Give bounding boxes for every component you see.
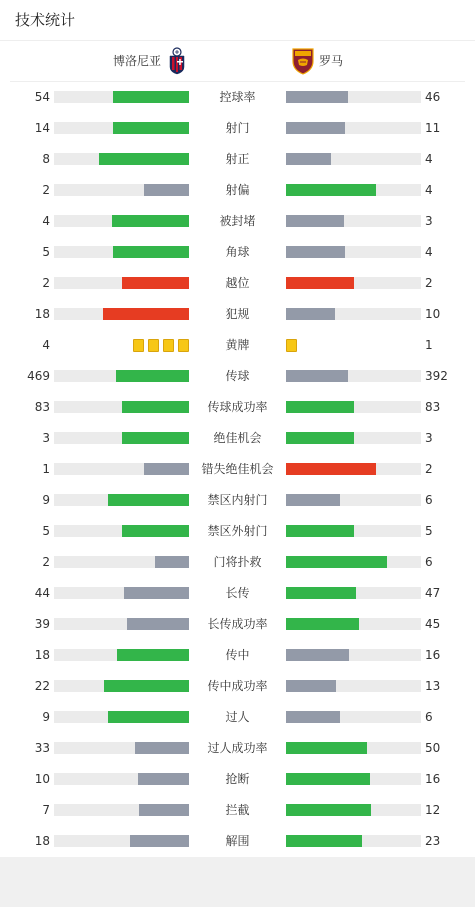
away-stat-bar [286,463,421,475]
home-stat-value: 9 [42,493,50,507]
stat-label: 错失绝佳机会 [201,462,274,476]
stat-label: 长传成功率 [207,617,268,631]
yellow-card-icon [286,339,297,352]
home-stat-bar [54,494,189,506]
home-stat-bar-fill [127,618,189,630]
away-stat-bar-fill [286,618,359,630]
stat-row [0,516,475,547]
home-stat-bar [54,711,189,723]
stat-label: 射偏 [225,183,250,197]
home-stat-bar [54,742,189,754]
home-stat-value: 18 [34,648,50,662]
home-stat-value: 18 [34,834,50,848]
stat-label: 长传 [225,586,250,600]
away-stat-bar [286,246,421,258]
home-stat-bar [54,184,189,196]
away-stat-value: 392 [425,369,448,383]
away-stat-bar [286,91,421,103]
away-stat-bar-fill [286,91,348,103]
away-stat-bar-fill [286,153,331,165]
away-stat-value: 83 [425,400,441,414]
away-stat-bar-fill [286,804,371,816]
away-stat-bar [286,804,421,816]
away-stat-bar-fill [286,525,354,537]
stat-row [0,206,475,237]
home-stat-bar-fill [144,463,189,475]
home-stat-bar-fill [138,773,189,785]
stat-row [0,175,475,206]
stat-row [0,113,475,144]
home-stat-bar-fill [108,711,189,723]
stat-row [0,423,475,454]
away-stat-bar-fill [286,370,348,382]
home-stat-value: 9 [42,710,50,724]
stat-label: 过人 [225,710,250,724]
stat-row [0,547,475,578]
away-stat-value: 46 [425,90,441,104]
home-stat-bar [54,587,189,599]
away-stat-bar [286,277,421,289]
home-stat-bar-fill [135,742,189,754]
stat-row [0,299,475,330]
stat-row [0,578,475,609]
home-stat-value: 5 [42,245,50,259]
home-stat-value: 18 [34,307,50,321]
away-stat-value: 6 [425,555,433,569]
away-stat-value: 6 [425,710,433,724]
home-stat-bar-fill [113,246,189,258]
stat-row [0,330,475,361]
home-stat-bar [54,680,189,692]
away-stat-value: 10 [425,307,441,321]
stat-label: 抢断 [225,772,250,786]
away-stat-bar [286,432,421,444]
stat-row [0,268,475,299]
stat-label: 传中 [225,648,250,662]
away-stat-value: 3 [425,431,433,445]
stat-label: 角球 [225,245,250,259]
stat-row [0,361,475,392]
home-stat-bar-fill [122,525,190,537]
home-stat-value: 8 [42,152,50,166]
home-stat-value: 22 [34,679,50,693]
away-stat-bar [286,153,421,165]
home-stat-bar-fill [104,680,189,692]
away-stat-bar-fill [286,649,349,661]
home-stat-bar [54,463,189,475]
home-stat-value: 5 [42,524,50,538]
stat-label: 被封堵 [219,214,256,228]
stat-label: 黄牌 [225,338,250,352]
home-stat-bar [54,649,189,661]
home-stat-bar-fill [103,308,189,320]
away-stat-value: 11 [425,121,441,135]
away-stat-value: 2 [425,462,433,476]
home-stat-bar [54,246,189,258]
stat-row [0,826,475,857]
away-stat-bar [286,587,421,599]
section-title: 技术统计 [15,11,76,29]
home-yellow-cards [133,339,189,352]
home-stat-bar [54,153,189,165]
home-stat-value: 39 [34,617,50,631]
home-stat-bar-fill [112,215,189,227]
home-stat-bar [54,556,189,568]
away-stat-value: 4 [425,152,433,166]
stat-label: 越位 [225,276,250,290]
home-stat-bar-fill [108,494,189,506]
home-stat-value: 54 [34,90,50,104]
home-stat-bar [54,835,189,847]
away-stat-bar [286,401,421,413]
stat-row [0,702,475,733]
stat-row [0,454,475,485]
stat-label: 射门 [225,121,250,135]
away-stat-bar [286,742,421,754]
home-stat-bar [54,308,189,320]
away-stat-bar [286,308,421,320]
home-stat-bar-fill [124,587,189,599]
away-stat-bar-fill [286,246,345,258]
stat-row [0,237,475,268]
away-stat-bar [286,711,421,723]
away-stat-value: 47 [425,586,441,600]
stat-label: 传中成功率 [207,679,268,693]
away-stat-value: 4 [425,245,433,259]
home-stat-value: 4 [42,214,50,228]
away-stat-bar-fill [286,587,356,599]
away-stat-bar-fill [286,463,376,475]
stat-row [0,764,475,795]
away-stat-value: 3 [425,214,433,228]
yellow-card-icon [148,339,159,352]
stat-row [0,671,475,702]
away-stat-bar-fill [286,711,340,723]
stat-row [0,609,475,640]
stat-label: 犯规 [225,307,250,321]
away-stat-bar-fill [286,494,340,506]
home-stat-bar [54,618,189,630]
home-stat-value: 1 [42,462,50,476]
stat-label: 解围 [225,834,250,848]
away-stat-bar-fill [286,432,354,444]
away-stat-bar-fill [286,556,387,568]
stats-list [0,82,475,857]
away-stat-bar-fill [286,308,335,320]
stat-label: 传球 [225,369,250,383]
away-stat-bar [286,618,421,630]
home-stat-value: 2 [42,276,50,290]
away-stat-bar [286,122,421,134]
home-stat-bar [54,122,189,134]
away-yellow-cards [286,339,297,352]
away-stat-value: 12 [425,803,441,817]
home-stat-bar-fill [144,184,189,196]
stat-row [0,82,475,113]
home-stat-value: 14 [34,121,50,135]
stat-label: 绝佳机会 [213,431,262,445]
away-stat-value: 5 [425,524,433,538]
home-stat-bar [54,277,189,289]
stat-row [0,640,475,671]
roma-crest-icon[interactable] [292,47,314,75]
stat-row [0,392,475,423]
home-stat-value: 44 [34,586,50,600]
home-stat-value: 4 [42,338,50,352]
home-stat-bar [54,370,189,382]
home-stat-value: 469 [27,369,50,383]
away-stat-bar-fill [286,401,354,413]
away-team-name[interactable]: 罗马 [319,54,344,68]
away-stat-value: 4 [425,183,433,197]
away-stat-bar-fill [286,835,362,847]
stat-label: 射正 [225,152,250,166]
away-stat-value: 1 [425,338,433,352]
stat-label: 禁区内射门 [207,493,268,507]
away-stat-bar-fill [286,680,336,692]
away-stat-bar [286,556,421,568]
away-stat-bar [286,835,421,847]
home-stat-bar [54,525,189,537]
stat-row [0,485,475,516]
away-stat-bar [286,773,421,785]
away-stat-value: 6 [425,493,433,507]
home-stat-value: 33 [34,741,50,755]
home-stat-bar-fill [155,556,189,568]
stat-label: 禁区外射门 [207,524,268,538]
home-stat-value: 7 [42,803,50,817]
home-stat-bar-fill [113,91,189,103]
stat-label: 拦截 [225,803,250,817]
away-stat-bar [286,680,421,692]
teams-header [0,41,475,81]
away-stat-bar [286,649,421,661]
away-stat-bar [286,370,421,382]
home-stat-value: 3 [42,431,50,445]
home-stat-bar [54,91,189,103]
bologna-crest-icon[interactable] [168,47,186,75]
away-stat-value: 45 [425,617,441,631]
stat-row [0,733,475,764]
home-stat-value: 2 [42,183,50,197]
away-stat-bar [286,215,421,227]
away-stat-bar [286,525,421,537]
away-stat-bar-fill [286,184,376,196]
home-stat-bar [54,401,189,413]
stat-label: 传球成功率 [207,400,268,414]
stat-label: 过人成功率 [207,741,268,755]
yellow-card-icon [178,339,189,352]
yellow-card-icon [163,339,174,352]
home-stat-bar-fill [122,432,190,444]
home-stat-bar-fill [117,649,189,661]
home-stat-bar [54,773,189,785]
away-stat-value: 23 [425,834,441,848]
stat-row [0,144,475,175]
home-stat-value: 83 [34,400,50,414]
home-stat-bar [54,215,189,227]
away-stat-bar-fill [286,122,345,134]
home-stat-bar-fill [139,804,189,816]
home-stat-bar-fill [113,122,189,134]
home-stat-bar-fill [122,401,190,413]
away-stat-value: 16 [425,648,441,662]
home-stat-value: 2 [42,555,50,569]
stat-row [0,795,475,826]
stat-label: 门将扑救 [213,555,262,569]
home-stat-bar-fill [122,277,190,289]
yellow-card-icon [133,339,144,352]
home-stat-bar-fill [116,370,189,382]
away-stat-bar [286,494,421,506]
away-stat-value: 2 [425,276,433,290]
away-stat-value: 50 [425,741,441,755]
away-stat-bar-fill [286,742,367,754]
stat-label: 控球率 [219,90,256,104]
home-stat-bar [54,432,189,444]
away-stat-value: 13 [425,679,441,693]
away-stat-bar-fill [286,277,354,289]
home-stat-value: 10 [34,772,50,786]
away-stat-value: 16 [425,772,441,786]
home-stat-bar-fill [99,153,189,165]
away-stat-bar-fill [286,215,344,227]
home-stat-bar [54,804,189,816]
away-stat-bar [286,184,421,196]
away-stat-bar-fill [286,773,370,785]
home-team-name[interactable]: 博洛尼亚 [112,54,161,68]
home-stat-bar-fill [130,835,189,847]
